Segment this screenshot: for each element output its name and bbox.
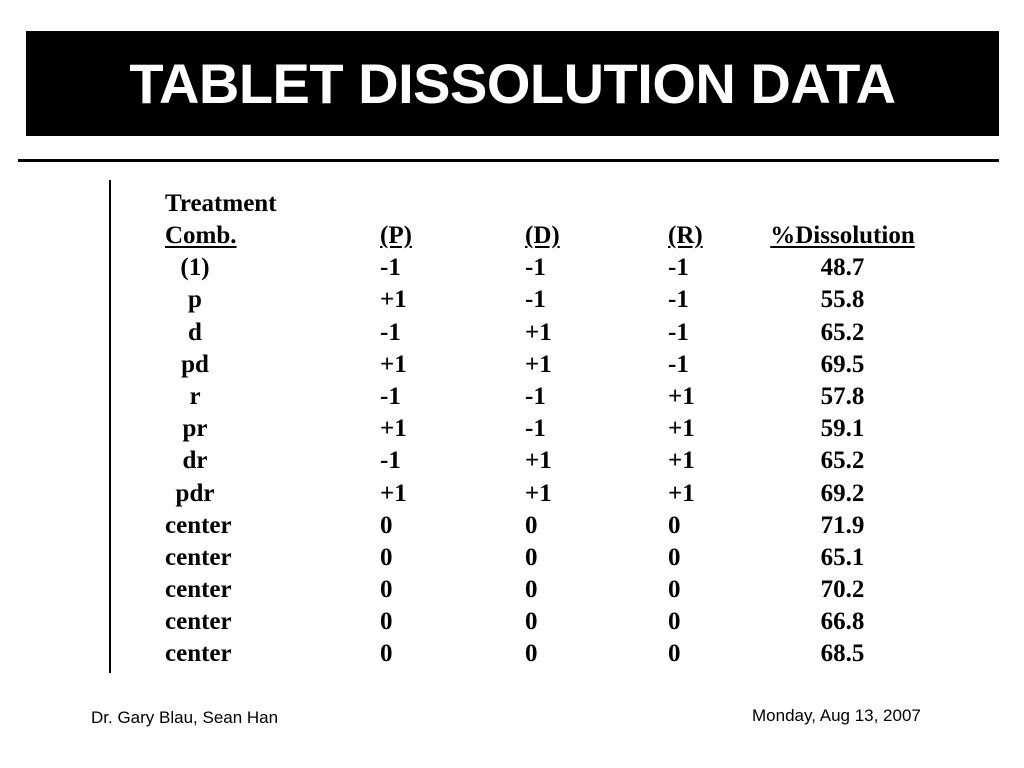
cell-comb: center: [165, 608, 232, 636]
table-header-row: [160, 220, 950, 252]
cell-p: 0: [380, 511, 393, 539]
table-row: [160, 252, 950, 284]
cell-dissolution: 59.1: [820, 415, 865, 443]
table-row: [160, 638, 950, 670]
cell-r: +1: [668, 382, 695, 410]
cell-r: 0: [668, 576, 681, 604]
cell-r: -1: [668, 286, 689, 314]
cell-r: -1: [668, 254, 689, 282]
table-row: [160, 284, 950, 316]
cell-r: -1: [668, 318, 689, 346]
cell-dissolution: 71.9: [820, 511, 865, 539]
header-p: (P): [380, 222, 412, 249]
cell-p: -1: [380, 254, 401, 282]
slide-title: TABLET DISSOLUTION DATA: [129, 52, 896, 115]
table-header-line1: [160, 188, 950, 220]
cell-d: -1: [525, 286, 546, 314]
cell-d: -1: [525, 415, 546, 443]
cell-dissolution: 66.8: [820, 608, 865, 636]
cell-d: +1: [525, 350, 552, 378]
table-row: [160, 413, 950, 445]
cell-d: +1: [525, 318, 552, 346]
cell-r: +1: [668, 415, 695, 443]
cell-dissolution: 55.8: [820, 286, 865, 314]
cell-dissolution: 68.5: [820, 640, 865, 668]
cell-dissolution: 65.1: [820, 543, 865, 571]
table-row: [160, 478, 950, 510]
header-dissolution: %Dissolution: [770, 222, 915, 249]
cell-comb: center: [165, 640, 232, 668]
cell-p: -1: [380, 318, 401, 346]
cell-r: 0: [668, 608, 681, 636]
cell-dissolution: 65.2: [820, 447, 865, 475]
cell-d: -1: [525, 382, 546, 410]
table-row: [160, 574, 950, 606]
cell-p: -1: [380, 447, 401, 475]
table-row: [160, 381, 950, 413]
cell-dissolution: 69.2: [820, 479, 865, 507]
cell-comb: center: [165, 511, 232, 539]
cell-comb: d: [188, 318, 202, 346]
cell-p: 0: [380, 640, 393, 668]
cell-comb: r: [189, 382, 201, 410]
header-treatment: Treatment: [165, 190, 277, 217]
cell-p: +1: [380, 415, 407, 443]
table-row: [160, 349, 950, 381]
cell-d: 0: [525, 511, 538, 539]
cell-d: -1: [525, 254, 546, 282]
table-row: [160, 542, 950, 574]
title-bar: [26, 31, 999, 136]
cell-dissolution: 65.2: [820, 318, 865, 346]
dissolution-table: [160, 188, 950, 671]
cell-comb: center: [165, 576, 232, 604]
cell-dissolution: 70.2: [820, 576, 865, 604]
cell-d: +1: [525, 447, 552, 475]
cell-comb: pd: [181, 350, 209, 378]
cell-r: -1: [668, 350, 689, 378]
cell-d: 0: [525, 576, 538, 604]
cell-d: 0: [525, 543, 538, 571]
cell-dissolution: 69.5: [820, 350, 865, 378]
cell-p: -1: [380, 382, 401, 410]
cell-r: +1: [668, 447, 695, 475]
table-row: [160, 445, 950, 477]
cell-dissolution: 57.8: [820, 382, 865, 410]
table-row: [160, 510, 950, 542]
header-r: (R): [668, 222, 703, 249]
cell-p: +1: [380, 479, 407, 507]
cell-p: +1: [380, 350, 407, 378]
cell-r: 0: [668, 543, 681, 571]
cell-p: 0: [380, 608, 393, 636]
cell-d: 0: [525, 640, 538, 668]
table-row: [160, 317, 950, 349]
cell-comb: dr: [182, 447, 208, 475]
cell-d: 0: [525, 608, 538, 636]
cell-p: 0: [380, 576, 393, 604]
cell-comb: (1): [180, 254, 210, 282]
cell-comb: pr: [182, 415, 208, 443]
cell-r: 0: [668, 640, 681, 668]
vertical-divider: [109, 180, 111, 673]
cell-dissolution: 48.7: [820, 254, 865, 282]
cell-p: 0: [380, 543, 393, 571]
table-row: [160, 606, 950, 638]
footer-authors: Dr. Gary Blau, Sean Han: [91, 708, 279, 727]
cell-p: +1: [380, 286, 407, 314]
header-d: (D): [525, 222, 560, 249]
horizontal-divider: [18, 159, 999, 162]
cell-r: 0: [668, 511, 681, 539]
cell-r: +1: [668, 479, 695, 507]
cell-comb: pdr: [175, 479, 215, 507]
cell-d: +1: [525, 479, 552, 507]
cell-comb: center: [165, 543, 232, 571]
cell-comb: p: [188, 286, 202, 314]
header-comb: Comb.: [165, 222, 237, 249]
footer-date: Monday, Aug 13, 2007: [752, 706, 921, 725]
